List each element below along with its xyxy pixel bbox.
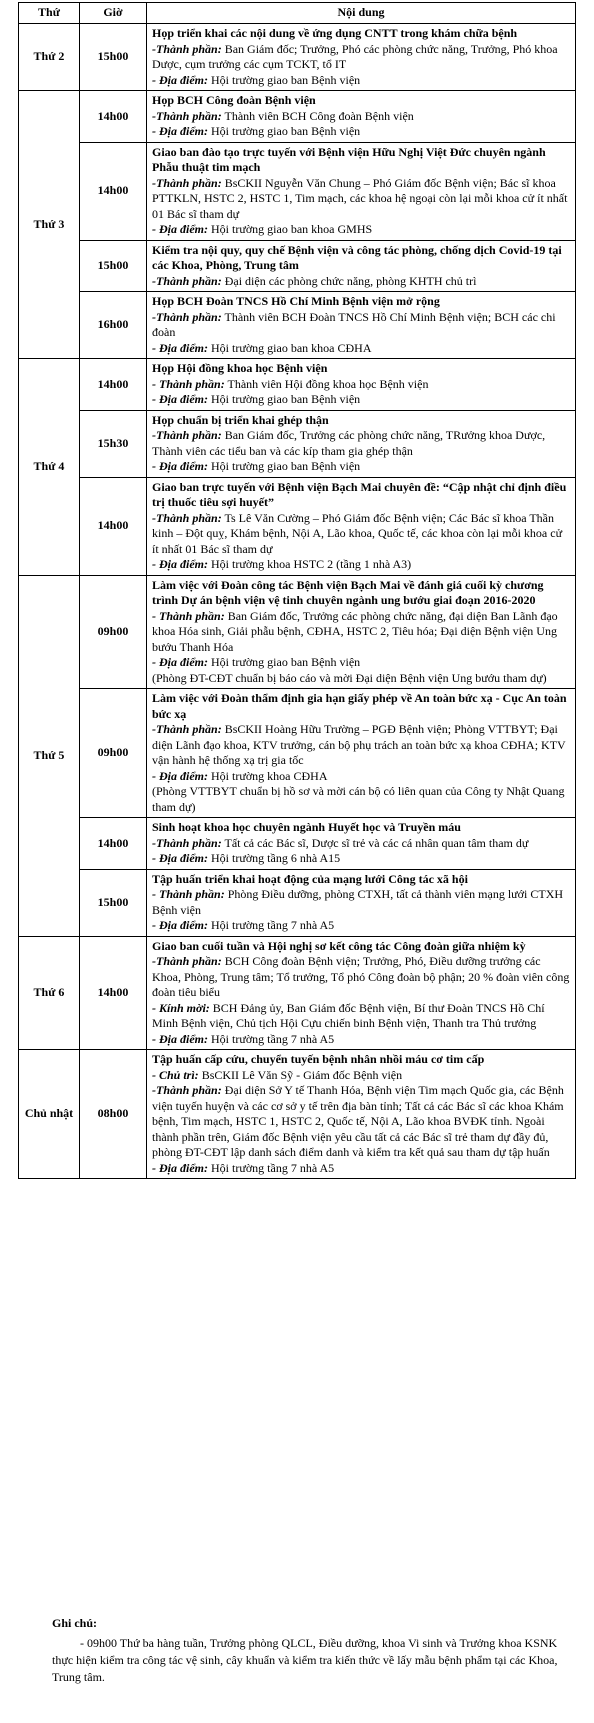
schedule-row [19, 24, 576, 91]
schedule-body [19, 24, 576, 1179]
event-field [152, 511, 570, 558]
field-label: - Địa điểm: [152, 768, 208, 783]
time-cell: 09h00 [80, 689, 147, 818]
time-cell: 15h30 [80, 410, 147, 477]
event-note: (Phòng VTTBYT chuẩn bị hồ sơ và mời cán bộ có liên quan của Công ty Nhật Quang tham dự) [152, 784, 565, 814]
event-field [152, 1001, 570, 1032]
field-value: BCH Công đoàn Bệnh viện; Trưởng, Phó, Điều dưỡng trưởng các Khoa, Phòng, Trung tâm; Tổ trưởng, Tổ phó Công đoàn bộ phận; 20 % đoàn viên công đoàn tiêu biểu [152, 954, 570, 999]
time-cell: 14h00 [80, 91, 147, 143]
event-field [152, 836, 570, 852]
field-label: - Địa điểm: [152, 557, 208, 571]
schedule-row [19, 689, 576, 818]
field-label: -Thành phần: [152, 273, 222, 288]
event-field [152, 459, 570, 475]
notes-title: Ghi chú: [52, 1616, 98, 1630]
content-cell [147, 359, 576, 411]
event-field [152, 222, 570, 238]
schedule-table [18, 2, 576, 1179]
field-label: -Thành phần: [152, 835, 222, 850]
field-value: Hội trường tầng 7 nhà A5 [208, 918, 335, 932]
event-field [152, 1032, 570, 1048]
event-field [152, 377, 570, 393]
event-note: (Phòng ĐT-CĐT chuẩn bị báo cáo và mời Đại diện Bệnh viện Ung bướu tham dự) [152, 670, 547, 685]
field-value: Thành viên Hội đồng khoa học Bệnh viện [224, 376, 429, 391]
field-label: - Địa điểm: [152, 222, 208, 236]
schedule-row [19, 869, 576, 936]
event-title: Giao ban cuối tuần và Hội nghị sơ kết công tác Công đoàn giữa nhiệm kỳ [152, 938, 526, 953]
event-title: Họp Hội đồng khoa học Bệnh viện [152, 361, 328, 375]
event-field [152, 722, 570, 769]
day-cell: Thứ 3 [19, 91, 80, 359]
field-label: - Địa điểm: [152, 851, 208, 865]
field-label: -Thành phần: [152, 510, 222, 525]
field-label: -Thành phần: [152, 309, 222, 324]
field-value: Hội trường giao ban khoa GMHS [208, 222, 373, 236]
time-cell: 14h00 [80, 936, 147, 1050]
event-field [152, 341, 570, 357]
event-title: Họp chuẩn bị triển khai ghép thận [152, 412, 329, 427]
field-value: Ts Lê Văn Cường – Phó Giám đốc Bệnh viện; Các Bác sĩ khoa Thần kinh – Đột quỵ, Khám bệnh, Nội A, Lão khoa, Quốc tế, các khoa còn lại mỗi khoa cử ít nhất 01 Bác sĩ tham dự [152, 510, 563, 556]
field-label: - Địa điểm: [152, 918, 208, 932]
field-value: Hội trường tầng 7 nhà A5 [208, 1031, 335, 1046]
field-value: BsCKII Nguyễn Văn Chung – Phó Giám đốc Bệnh viện; Bác sĩ khoa PTTKLN, HSTC 2, HSTC 1, Tim mạch, các khoa hệ ngoại còn lại mỗi khoa cử ít nhất 01 Bác sĩ tham dự [152, 175, 568, 221]
time-cell: 14h00 [80, 818, 147, 870]
event-title: Làm việc với Đoàn công tác Bệnh viện Bạch Mai về đánh giá cuối kỳ chương trình Dự án bệnh viện vệ tinh chuyên ngành ung bướu giai đoạn 2016-2020 [152, 577, 544, 607]
content-cell [147, 410, 576, 477]
field-label: - Địa điểm: [152, 392, 208, 406]
time-cell: 14h00 [80, 477, 147, 575]
field-value: Hội trường khoa HSTC 2 (tầng 1 nhà A3) [208, 557, 412, 571]
content-cell [147, 91, 576, 143]
time-cell: 16h00 [80, 292, 147, 359]
field-value: Ban Giám đốc; Trưởng, Phó các phòng chức năng, Trưởng, Phó khoa Dược, cụm trưởng các cụm TCKT, tổ IT [152, 41, 558, 71]
header-row [19, 3, 576, 24]
event-field [152, 1068, 570, 1084]
field-label: - Địa điểm: [152, 1031, 208, 1046]
event-field [152, 428, 570, 459]
field-label: - Địa điểm: [152, 459, 208, 473]
content-cell [147, 142, 576, 240]
field-label: -Thành phần: [152, 108, 222, 123]
notes-body: - 09h00 Thứ ba hàng tuần, Trưởng phòng QLCL, Điều dưỡng, khoa Vi sinh và Trưởng khoa KSNK thực hiện kiểm tra công tác vệ sinh, cây khuẩn và kiểm tra kiến thức về lấy mẫu bệnh phẩm tại các Khoa, Trung tâm. [52, 1636, 558, 1684]
day-cell: Thứ 5 [19, 575, 80, 936]
event-field [152, 124, 570, 140]
event-field [152, 392, 570, 408]
field-label: - Địa điểm: [152, 124, 208, 138]
event-field [152, 1161, 570, 1177]
field-value: Hội trường giao ban Bệnh viện [208, 72, 361, 87]
day-cell: Chủ nhật [19, 1050, 80, 1179]
event-field [152, 851, 570, 867]
event-title: Họp BCH Công đoàn Bệnh viện [152, 93, 316, 107]
event-title: Giao ban trực tuyến với Bệnh viện Bạch Mai chuyên đề: “Cập nhật chỉ định điều trị thuốc tiêu sợi huyết” [152, 479, 567, 509]
time-cell: 15h00 [80, 240, 147, 292]
event-field [152, 557, 570, 573]
day-cell: Thứ 4 [19, 359, 80, 576]
content-cell [147, 818, 576, 870]
event-title: Kiểm tra nội quy, quy chế Bệnh viện và công tác phòng, chống dịch Covid-19 tại các Khoa, Phòng, Trung tâm [152, 242, 562, 272]
field-label: - Địa điểm: [152, 72, 208, 87]
field-value: Thành viên BCH Công đoàn Bệnh viện [221, 108, 414, 123]
header-day: Thứ [19, 3, 80, 24]
field-value: Thành viên BCH Đoàn TNCS Hồ Chí Minh Bệnh viện; BCH các chi đoàn [152, 309, 556, 339]
field-label: -Thành phần: [152, 41, 222, 56]
day-cell: Thứ 2 [19, 24, 80, 91]
time-cell: 09h00 [80, 575, 147, 689]
schedule-row [19, 410, 576, 477]
content-cell [147, 869, 576, 936]
event-field [152, 109, 570, 125]
content-cell [147, 24, 576, 91]
event-field [152, 176, 570, 223]
field-label: - Thành phần: [152, 887, 225, 901]
field-value: Hội trường giao ban Bệnh viện [208, 124, 361, 138]
schedule-row [19, 91, 576, 143]
day-cell: Thứ 6 [19, 936, 80, 1050]
time-cell: 15h00 [80, 24, 147, 91]
schedule-row [19, 477, 576, 575]
field-value: Ban Giám đốc, Trưởng các phòng chức năng, đại diện Ban Lãnh đạo khoa Hóa sinh, Giải phẫu bệnh, CĐHA, HSTC 2, Tiêu hóa; Đại diện Bệnh viện Ung bướu Thanh Hóa [152, 608, 558, 654]
schedule-row [19, 575, 576, 689]
schedule-row [19, 818, 576, 870]
event-field [152, 954, 570, 1001]
schedule-row [19, 142, 576, 240]
header-time: Giờ [80, 3, 147, 24]
schedule-row [19, 1050, 576, 1179]
event-title: Tập huấn triển khai hoạt động của mạng lưới Công tác xã hội [152, 871, 468, 886]
event-field [152, 42, 570, 73]
event-title: Tập huấn cấp cứu, chuyển tuyến bệnh nhân nhồi máu cơ tim cấp [152, 1052, 485, 1066]
schedule-row [19, 359, 576, 411]
field-value: Hội trường giao ban khoa CĐHA [208, 340, 372, 355]
event-field [152, 73, 570, 89]
event-field [152, 769, 570, 785]
event-field [152, 887, 570, 918]
field-value: Hội trường khoa CĐHA [208, 768, 328, 783]
content-cell [147, 292, 576, 359]
schedule-row [19, 240, 576, 292]
field-value: Đại diện Sở Y tế Thanh Hóa, Bệnh viện Tim mạch Quốc gia, các Bệnh viện tuyến huyện và các cơ sở y tế trên địa bàn tỉnh; Tất cả các Bác sĩ các khoa Khám bệnh, Tim mạch, HSTC 1, HSTC 2, Quốc tế, Nội A, Lão khoa BVĐK tỉnh. Ngoài thành phần trên, Giám đốc Bệnh viện yêu cầu tất cả các Bác sĩ trẻ tham dự đầy đủ, phòng ĐT-CĐT lập danh sách điểm danh và kiểm tra kết quả sau tham dự tập huấn [152, 1083, 564, 1159]
event-field [152, 274, 570, 290]
content-cell [147, 575, 576, 689]
field-label: -Thành phần: [152, 175, 222, 190]
event-title: Giao ban đào tạo trực tuyến với Bệnh viện Hữu Nghị Việt Đức chuyên ngành Phẫu thuật tim mạch [152, 144, 546, 174]
field-label: -Thành phần: [152, 954, 222, 968]
field-label: - Thành phần: [152, 608, 225, 623]
field-label: - Địa điểm: [152, 655, 208, 669]
field-label: - Kính mời: [152, 1000, 210, 1015]
event-title: Họp triển khai các nội dung về ứng dụng CNTT trong khám chữa bệnh [152, 26, 518, 40]
field-value: Hội trường giao ban Bệnh viện [208, 655, 361, 669]
event-field [152, 609, 570, 656]
field-value: Hội trường giao ban Bệnh viện [208, 392, 361, 406]
field-value: BCH Đảng ủy, Ban Giám đốc Bệnh viện, Bí thư Đoàn TNCS Hồ Chí Minh Bệnh viện, Chủ tịch Hội Cựu chiến binh Bệnh viện, Thanh tra Thủ trưởng [152, 1000, 545, 1030]
time-cell: 15h00 [80, 869, 147, 936]
time-cell: 14h00 [80, 359, 147, 411]
field-label: - Chủ trì: [152, 1067, 199, 1082]
content-cell [147, 477, 576, 575]
notes-section [52, 1615, 572, 1686]
field-value: Hội trường tầng 6 nhà A15 [208, 851, 341, 865]
content-cell [147, 1050, 576, 1179]
field-value: BsCKII Lê Văn Sỹ - Giám đốc Bệnh viện [198, 1067, 403, 1082]
field-label: -Thành phần: [152, 1083, 222, 1097]
field-value: Đại diện các phòng chức năng, phòng KHTH chủ trì [221, 273, 477, 288]
field-value: Phòng Điều dưỡng, phòng CTXH, tất cả thành viên mạng lưới CTXH Bệnh viện [152, 887, 564, 917]
field-label: - Địa điểm: [152, 1160, 208, 1175]
field-value: BsCKII Hoàng Hữu Trường – PGĐ Bệnh viện; Phòng VTTBYT; Đại diện Lãnh đạo khoa, KTV trưởng, cán bộ phụ trách an toàn bức xạ khoa CĐHA; KTV vận hành hệ thống xạ trị gia tốc [152, 722, 566, 767]
field-value: Hội trường giao ban Bệnh viện [208, 459, 361, 473]
field-label: -Thành phần: [152, 722, 222, 736]
field-value: Ban Giám đốc, Trưởng các phòng chức năng, TRưởng khoa Dược, Thành viên các tiểu ban và các kíp tham gia ghép thận [152, 428, 546, 458]
event-field [152, 655, 570, 671]
field-label: - Địa điểm: [152, 340, 208, 355]
header-content: Nội dung [147, 3, 576, 24]
event-title: Họp BCH Đoàn TNCS Hồ Chí Minh Bệnh viện mở rộng [152, 294, 440, 308]
content-cell [147, 936, 576, 1050]
event-title: Sinh hoạt khoa học chuyên ngành Huyết học và Truyền máu [152, 820, 461, 834]
field-label: - Thành phần: [152, 376, 225, 391]
event-title: Làm việc với Đoàn thẩm định gia hạn giấy phép về An toàn bức xạ - Cục An toàn bức xạ [152, 691, 567, 721]
field-label: -Thành phần: [152, 428, 222, 442]
schedule-row [19, 292, 576, 359]
time-cell: 08h00 [80, 1050, 147, 1179]
content-cell [147, 689, 576, 818]
event-field [152, 310, 570, 341]
field-value: Hội trường tầng 7 nhà A5 [208, 1160, 335, 1175]
content-cell [147, 240, 576, 292]
event-field [152, 1083, 570, 1161]
field-value: Tất cả các Bác sĩ, Dược sĩ trẻ và các cá nhân quan tâm tham dự [221, 835, 529, 850]
schedule-row [19, 936, 576, 1050]
time-cell: 14h00 [80, 142, 147, 240]
event-field [152, 918, 570, 934]
